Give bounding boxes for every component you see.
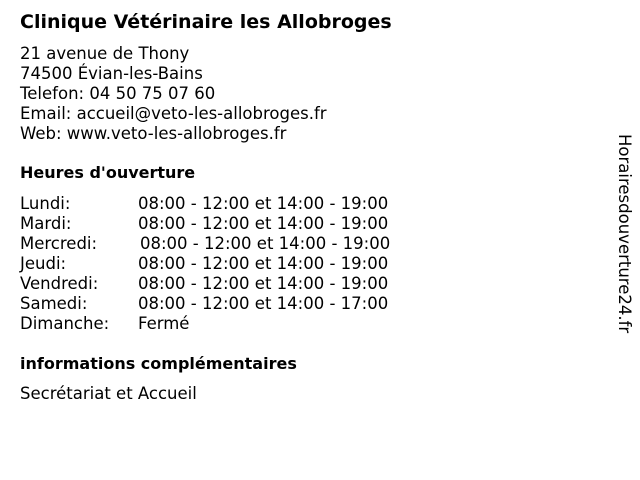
hours-row-thursday <box>20 254 390 274</box>
address-line-street: 21 avenue de Thony <box>20 44 190 63</box>
time-value: 08:00 - 12:00 et 14:00 - 19:00 <box>138 254 389 273</box>
site-watermark <box>613 134 637 374</box>
day-label: Mardi: <box>20 214 72 233</box>
day-label: Lundi: <box>20 194 71 213</box>
opening-hours-table <box>20 194 390 334</box>
day-label: Mercredi: <box>20 234 98 253</box>
day-label: Dimanche: <box>20 314 110 333</box>
additional-info-text: Secrétariat et Accueil <box>20 384 197 403</box>
hours-row-monday <box>20 194 390 214</box>
hours-row-wednesday <box>20 234 390 254</box>
hours-row-saturday <box>20 294 390 314</box>
time-value: Fermé <box>138 314 190 333</box>
hours-row-sunday <box>20 314 390 334</box>
day-label: Jeudi: <box>20 254 67 273</box>
site-watermark-text: Horairesdouverture24.fr <box>615 134 634 334</box>
time-value: 08:00 - 12:00 et 14:00 - 19:00 <box>138 274 389 293</box>
day-label: Samedi: <box>20 294 88 313</box>
contact-block <box>20 44 327 144</box>
hours-row-friday <box>20 274 390 294</box>
time-value: 08:00 - 12:00 et 14:00 - 19:00 <box>138 214 389 233</box>
business-name: Clinique Vétérinaire les Allobroges <box>20 11 392 33</box>
time-value: 08:00 - 12:00 et 14:00 - 19:00 <box>138 194 389 213</box>
opening-hours-heading: Heures d'ouverture <box>20 163 196 182</box>
website-line: Web: www.veto-les-allobroges.fr <box>20 124 287 143</box>
address-line-city: 74500 Évian-les-Bains <box>20 64 203 83</box>
email-line: Email: accueil@veto-les-allobroges.fr <box>20 104 327 123</box>
day-label: Vendredi: <box>20 274 99 293</box>
phone-line: Telefon: 04 50 75 07 60 <box>20 84 216 103</box>
time-value: 08:00 - 12:00 et 14:00 - 19:00 <box>140 234 391 253</box>
hours-row-tuesday <box>20 214 390 234</box>
additional-info-heading: informations complémentaires <box>20 354 297 373</box>
time-value: 08:00 - 12:00 et 14:00 - 17:00 <box>138 294 389 313</box>
